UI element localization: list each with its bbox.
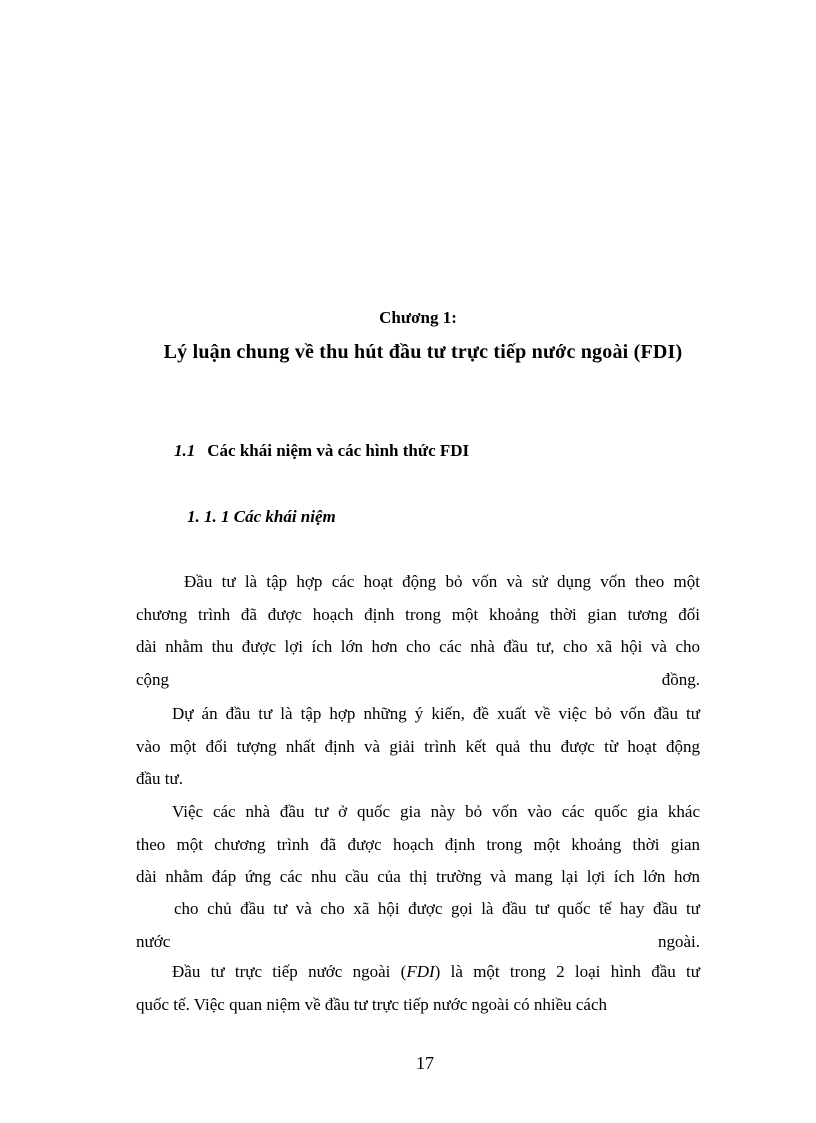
paragraph-line: Đầu tư là tập hợp các hoạt động bỏ vốn và sử dụng vốn theo một (184, 572, 700, 591)
paragraph-line: vào một đối tượng nhất định và giải trình kết quả thu được từ hoạt động (136, 736, 700, 756)
line-start-word: nước (136, 931, 171, 951)
page-number: 17 (416, 1053, 434, 1073)
line-end-word: đồng. (661, 669, 700, 689)
paragraph-line: Dự án đầu tư là tập hợp những ý kiến, đề xuất về việc bỏ vốn đầu tư (172, 704, 700, 723)
section-number: 1.1 (174, 441, 196, 460)
paragraph-line: dài nhằm thu được lợi ích lớn hơn cho các nhà đầu tư, cho xã hội và cho (136, 637, 700, 656)
paragraph-4 (136, 956, 700, 1021)
paragraph-line: chương trình đã được hoạch định trong một khoảng thời gian tương đối (136, 604, 700, 624)
paragraph-line: đầu tư. (136, 769, 183, 788)
section-title: Các khái niệm và các hình thức FDI (207, 441, 470, 460)
fdi-abbreviation: FDI (406, 962, 435, 981)
paragraph-3 (136, 796, 700, 894)
chapter-title: Lý luận chung về thu hút đầu tư trực tiếp nước ngoài (FDI) (163, 341, 683, 363)
inline-text: Đầu tư trực tiếp nước ngoài ( (172, 962, 407, 981)
paragraph-line: Việc các nhà đầu tư ở quốc gia này bỏ vốn vào các quốc gia khác (172, 802, 700, 821)
paragraph-line: cho chủ đầu tư và cho xã hội được gọi là đầu tư quốc tế hay đầu tư (174, 899, 700, 918)
chapter-label: Chương 1: (379, 308, 457, 327)
line-start-word: cộng (136, 669, 170, 689)
section-heading (174, 441, 469, 461)
paragraph-line (136, 926, 700, 959)
paragraph-3-continued (136, 893, 700, 958)
paragraph-line: quốc tế. Việc quan niệm về đầu tư trực tiếp nước ngoài có nhiều cách (136, 994, 607, 1014)
paragraph-line (136, 956, 700, 989)
subsection-heading: 1. 1. 1 Các khái niệm (187, 507, 336, 526)
line-end-word: ngoài. (657, 931, 700, 951)
paragraph-line: theo một chương trình đã được hoạch định trong một khoảng thời gian (136, 834, 700, 854)
inline-text: ) là một trong 2 loại hình đầu tư (434, 962, 700, 981)
paragraph-1 (136, 566, 700, 696)
paragraph-line: dài nhằm đáp ứng các nhu cầu của thị trường và mang lại lợi ích lớn hơn (136, 867, 700, 886)
paragraph-2 (136, 698, 700, 796)
paragraph-line (136, 664, 700, 697)
